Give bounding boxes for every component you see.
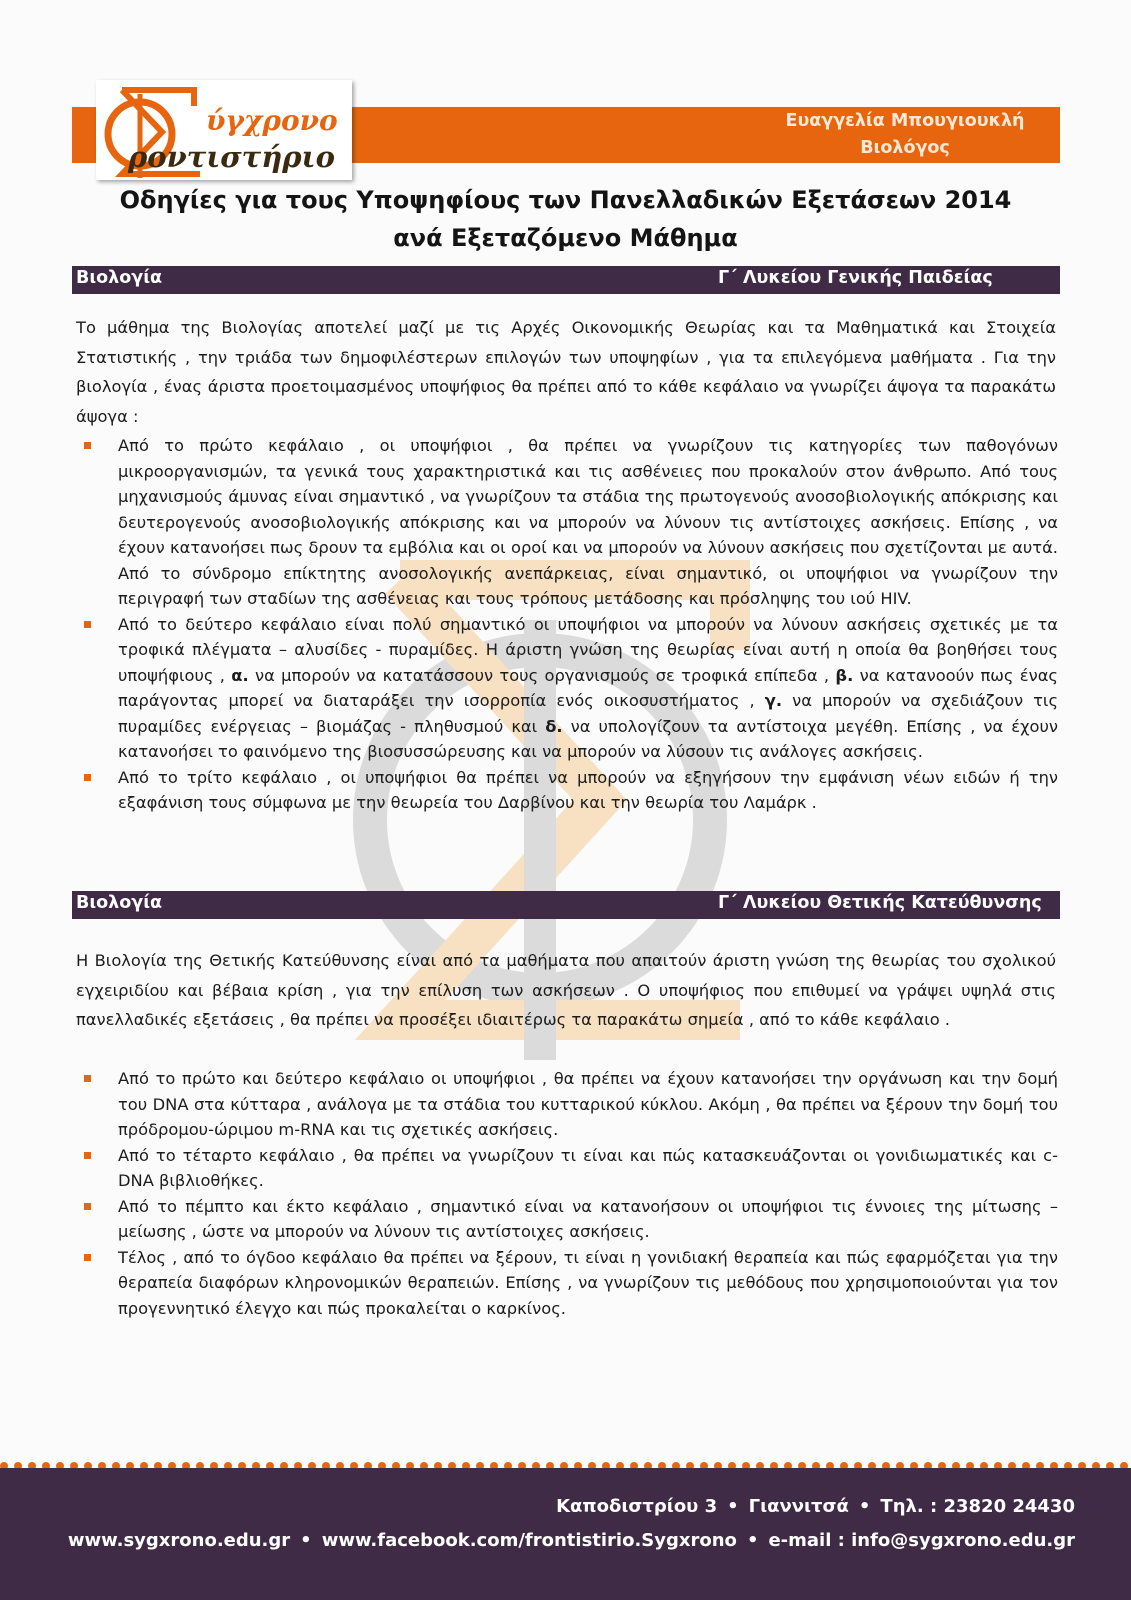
footer-contact-line: Καποδιστρίου 3 • Γιαννιτσά • Τηλ. : 23820 24430 [556, 1496, 1075, 1517]
bullet-square-icon [84, 1254, 91, 1261]
author-role: Βιολόγος [860, 138, 950, 158]
author-block [755, 108, 1055, 162]
bullet-square-icon [84, 1203, 91, 1210]
page-title: Οδηγίες για τους Υποψηφίους των Πανελλαδικών Εξετάσεων 2014 [119, 186, 1012, 214]
list-item [0, 1143, 1058, 1194]
footer-email-link[interactable]: e-mail : info@sygxrono.edu.gr [768, 1530, 1075, 1551]
bullet-square-icon [84, 621, 91, 628]
section-intro: Το μάθημα της Βιολογίας αποτελεί μαζί με τις Αρχές Οικονομικής Θεωρίας και τα Μαθηματικά και Στοιχεία Στατιστικής , την τριάδα των δημοφιλέστερων επιλογών των υποψηφίων , για τα επιλεγόμενα μαθήματα . Για την βιολογία , ένας άριστα προετοιμασμένος υποψήφιος θα πρέπει από το κάθε κεφάλαιο να γνωρίζει άψογα τα παρακάτω άψογα : [76, 318, 1056, 426]
list-item-text: Τέλος , από το όγδοο κεφάλαιο θα πρέπει να ξέρουν, τι είναι η γονιδιακή θεραπεία και πώς εφαρμόζεται για την θεραπεία διαφόρων κληρονομικών θεραπειών. Επίσης , να γνωρίζουν τις μεθόδους που χρησιμοποιούνται για τον προγεννητικό έλεγχο και πώς προκαλείται ο καρκίνος. [118, 1247, 1058, 1318]
section-intro: Η Βιολογία της Θετικής Κατεύθυνσης είναι από τα μαθήματα που απαιτούν άριστη γνώση της θεωρίας του σχολικού εγχειριδίου και βέβαια κρίση , για την επίλυση των ασκήσεων . Ο υποψήφιος που επιθυμεί να γράψει υψηλά στις πανελλαδικές εξετάσεις , θα πρέπει να προσέξει ιδιαιτέρως τα παρακάτω σημεία , από το κάθε κεφάλαιο . [76, 951, 1056, 1029]
list-item-text: Από το τέταρτο κεφάλαιο , θα πρέπει να γνωρίζουν τι είναι και πώς κατασκευάζονται οι γονιδιωματικές και c-DNA βιβλιοθήκες. [118, 1145, 1058, 1190]
footer-web-line: www.sygxrono.edu.gr • www.facebook.com/frontistirio.Sygxrono • e-mail : info@sygxrono.edu.gr [67, 1530, 1075, 1551]
footer-city: Γιαννιτσά [748, 1496, 849, 1517]
list-item [0, 612, 1058, 765]
list-item [0, 1066, 1058, 1143]
list-item-text: Από το πρώτο και δεύτερο κεφάλαιο οι υποψήφιοι , θα πρέπει να έχουν κατανοήσει την οργάνωση και την δομή του DNA στα κύτταρα , ανάλογα με τα στάδια του κυτταρικού κύκλου. Ακόμη , θα πρέπει να ξέρουν την δομή του πρόδρομου-ώριμου m-RNA και τις σχετικές ασκήσεις. [118, 1069, 1058, 1139]
logo [96, 80, 352, 180]
footer-facebook-link[interactable]: www.facebook.com/frontistirio.Sygxrono [321, 1530, 737, 1551]
bullet-square-icon [84, 1075, 91, 1082]
list-item-text: Από το τρίτο κεφάλαιο , οι υποψήφιοι θα πρέπει να μπορούν να εξηγήσουν την εμφάνιση νέων ειδών ή την εξαφάνιση τους σύμφωνα με την θεωρεία του Δαρβίνου και την θεωρία του Λαμάρκ . [118, 767, 1058, 812]
section-course: Γ΄ Λυκείου Γενικής Παιδείας [718, 268, 993, 288]
list-item [0, 1245, 1058, 1322]
bullet-square-icon [84, 1152, 91, 1159]
list-item [0, 1194, 1058, 1245]
page-subtitle: ανά Εξεταζόμενο Μάθημα [393, 224, 738, 252]
section-bar-science [72, 891, 1060, 919]
section-subject: Βιολογία [76, 893, 163, 913]
bullet-list [0, 1066, 1058, 1321]
footer-phone: Τηλ. : 23820 24430 [880, 1496, 1075, 1517]
footer-website-link[interactable]: www.sygxrono.edu.gr [67, 1530, 291, 1551]
logo-word-top: ύγχρονο [206, 104, 338, 137]
logo-word-bottom: ροντιστήριο [128, 140, 335, 174]
section-bar-general [72, 266, 1060, 294]
list-item [0, 765, 1058, 816]
author-name: Ευαγγελία Μπουγιουκλή [785, 111, 1025, 131]
bullet-square-icon [84, 774, 91, 781]
section-course: Γ΄ Λυκείου Θετικής Κατεύθυνσης [718, 893, 1042, 913]
list-item-text: Από το πρώτο κεφάλαιο , οι υποψήφιοι , θα πρέπει να γνωρίζουν τις κατηγορίες των παθογόνων μικροοργανισμών, τα γενικά τους χαρακτηριστικά και τις ασθένειες που προκαλούν στον άνθρωπο. Από τους μηχανισμούς άμυνας είναι σημαντικό , να γνωρίζουν τα στάδια της πρωτογενούς ανοσοβιολογικής απόκρισης και δευτερογενούς ανοσοβιολογικής απόκρισης και να μπορούν να λύνουν τις αντίστοιχες ασκήσεις. Επίσης , να έχουν κατανοήσει πως δρουν τα εμβόλια και οι οροί και να μπορούν να λύνουν ασκήσεις που σχετίζονται με αυτά. Από το σύνδρομο επίκτητης ανοσολογικής ανεπάρκειας, είναι σημαντικό, οι υποψήφιοι να γνωρίζουν την περιγραφή των σταδίων της ασθένειας και τους τρόπους μετάδοσης και πρόσληψης του ιού HIV. [118, 436, 1058, 608]
list-item-text: Από το δεύτερο κεφάλαιο είναι πολύ σημαντικό οι υποψήφιοι να μπορούν να λύνουν ασκήσεις σχετικές με τα τροφικά πλέγματα – αλυσίδες - πυραμίδες. Η άριστη γνώση της θεωρίας είναι αυτή η οποία θα βοηθήσει τους υποψήφιους , α. να μπορούν να κατατάσσουν τους οργανισμούς σε τροφικά επίπεδα , β. να κατανοούν πως ένας παράγοντας μπορεί να διαταράξει την ισορροπία ενός οικοσυστήματος , γ. να μπορούν να σχεδιάζουν τις πυραμίδες ενέργειας – βιομάζας - πληθυσμού και δ. να υπολογίζουν τα αντίστοιχα μεγέθη. Επίσης , να έχουν κατανοήσει το φαινόμενο της βιοσυσσώρευσης και να μπορούν να λύσουν τις ανάλογες ασκήσεις. [118, 614, 1058, 761]
footer-address: Καποδιστρίου 3 [556, 1496, 718, 1517]
bullet-square-icon [84, 442, 91, 449]
section-subject: Βιολογία [76, 268, 163, 288]
bullet-list [0, 433, 1058, 816]
list-item-text: Από το πέμπτο και έκτο κεφάλαιο , σημαντικό είναι να κατανοήσουν οι υποψήφιοι τις έννοιες της μίτωσης – μείωσης , ώστε να μπορούν να λύνουν τις αντίστοιχες ασκήσεις. [118, 1196, 1058, 1241]
list-item [0, 433, 1058, 612]
